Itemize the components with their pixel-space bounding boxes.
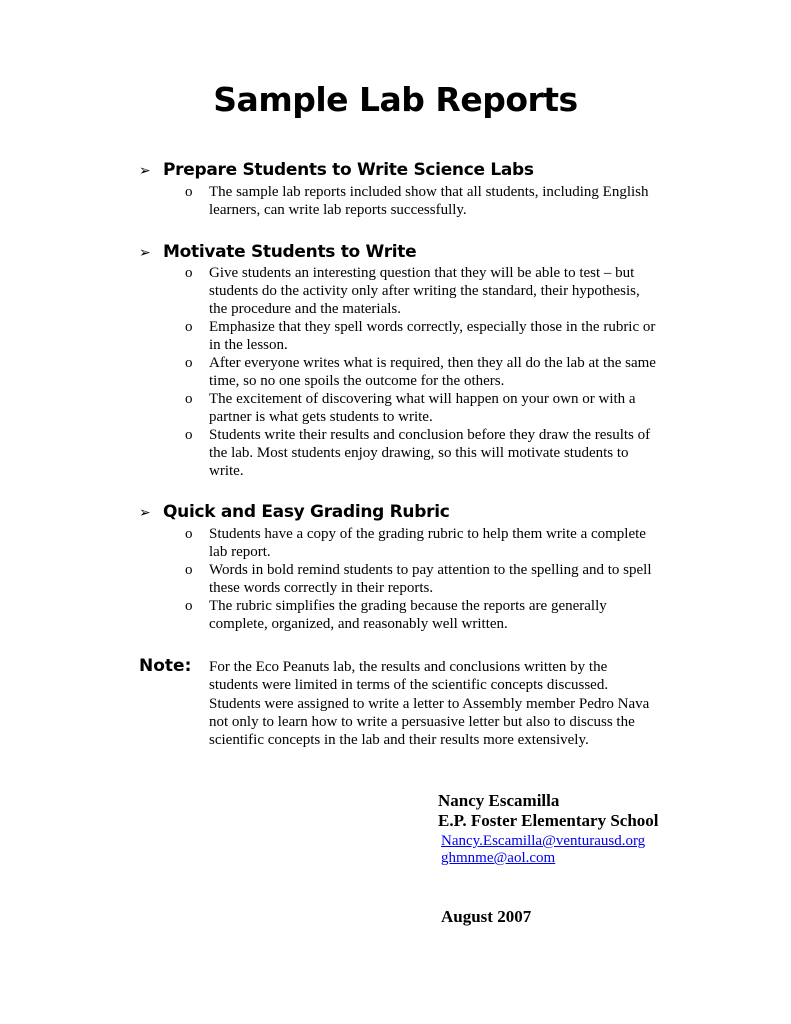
item-line: the lab. Most students enjoy drawing, so this will motivate students to: [209, 445, 629, 461]
arrow-bullet-icon: ➢: [139, 163, 151, 179]
item-line: the procedure and the materials.: [209, 301, 401, 317]
item-line: The excitement of discovering what will happen on your own or with a: [209, 391, 636, 407]
author-name: Nancy Escamilla: [438, 791, 560, 810]
school-name: E.P. Foster Elementary School: [438, 811, 659, 830]
bullet-icon: o: [185, 319, 193, 335]
item-line: write.: [209, 463, 244, 479]
heading-text: Prepare Students to Write Science Labs: [163, 160, 534, 180]
note-line: For the Eco Peanuts lab, the results and conclusions written by the: [209, 659, 608, 675]
section-heading: [139, 242, 416, 262]
email-link-personal[interactable]: ghmnme@aol.com: [441, 850, 556, 866]
note-line: students were limited in terms of the scientific concepts discussed.: [209, 677, 609, 694]
item-line: these words correctly in their reports.: [209, 580, 434, 596]
note-line: Students were assigned to write a letter to Assembly member Pedro Nava: [209, 695, 650, 712]
item-line: Students have a copy of the grading rubric to help them write a complete: [209, 526, 646, 542]
item-line: Give students an interesting question that they will be able to test – but: [209, 265, 635, 281]
note-line: scientific concepts in the lab and their results more extensively.: [209, 732, 589, 749]
bullet-icon: o: [185, 427, 193, 443]
item-line: Emphasize that they spell words correctly, especially those in the rubric or: [209, 319, 656, 335]
bullet-icon: o: [185, 598, 193, 614]
heading-text: Motivate Students to Write: [163, 242, 417, 262]
bullet-icon: o: [185, 526, 193, 542]
section-heading: [139, 502, 450, 522]
arrow-bullet-icon: ➢: [139, 505, 151, 521]
item-line: After everyone writes what is required, then they all do the lab at the same: [209, 355, 656, 371]
item-line: students do the activity only after writing the standard, their hypothesis,: [209, 283, 640, 299]
bullet-icon: o: [185, 184, 193, 200]
note-label: Note:: [139, 656, 192, 676]
item-line: complete, organized, and reasonably well written.: [209, 616, 508, 632]
bullet-icon: o: [185, 391, 193, 407]
bullet-icon: o: [185, 265, 193, 281]
note-line: not only to learn how to write a persuasive letter but also to discuss the: [209, 713, 635, 730]
item-line: learners, can write lab reports successfully.: [209, 202, 467, 218]
item-line: Students write their results and conclusion before they draw the results of: [209, 427, 651, 443]
item-line: The sample lab reports included show that all students, including English: [209, 184, 649, 200]
item-line: in the lesson.: [209, 337, 288, 353]
section-heading: [139, 160, 534, 180]
heading-text: Quick and Easy Grading Rubric: [163, 502, 450, 522]
date: August 2007: [441, 907, 532, 926]
page-title: Sample Lab Reports: [213, 80, 578, 119]
bullet-icon: o: [185, 355, 193, 371]
item-line: Words in bold remind students to pay attention to the spelling and to spell: [209, 562, 652, 578]
bullet-icon: o: [185, 562, 193, 578]
item-line: partner is what gets students to write.: [209, 409, 433, 425]
item-line: time, so no one spoils the outcome for the others.: [209, 373, 505, 389]
note-text: [209, 658, 649, 749]
email-link-work[interactable]: Nancy.Escamilla@venturausd.org: [441, 833, 646, 849]
arrow-bullet-icon: ➢: [139, 245, 151, 261]
item-line: The rubric simplifies the grading because the reports are generally: [209, 598, 607, 614]
item-line: lab report.: [209, 544, 271, 560]
